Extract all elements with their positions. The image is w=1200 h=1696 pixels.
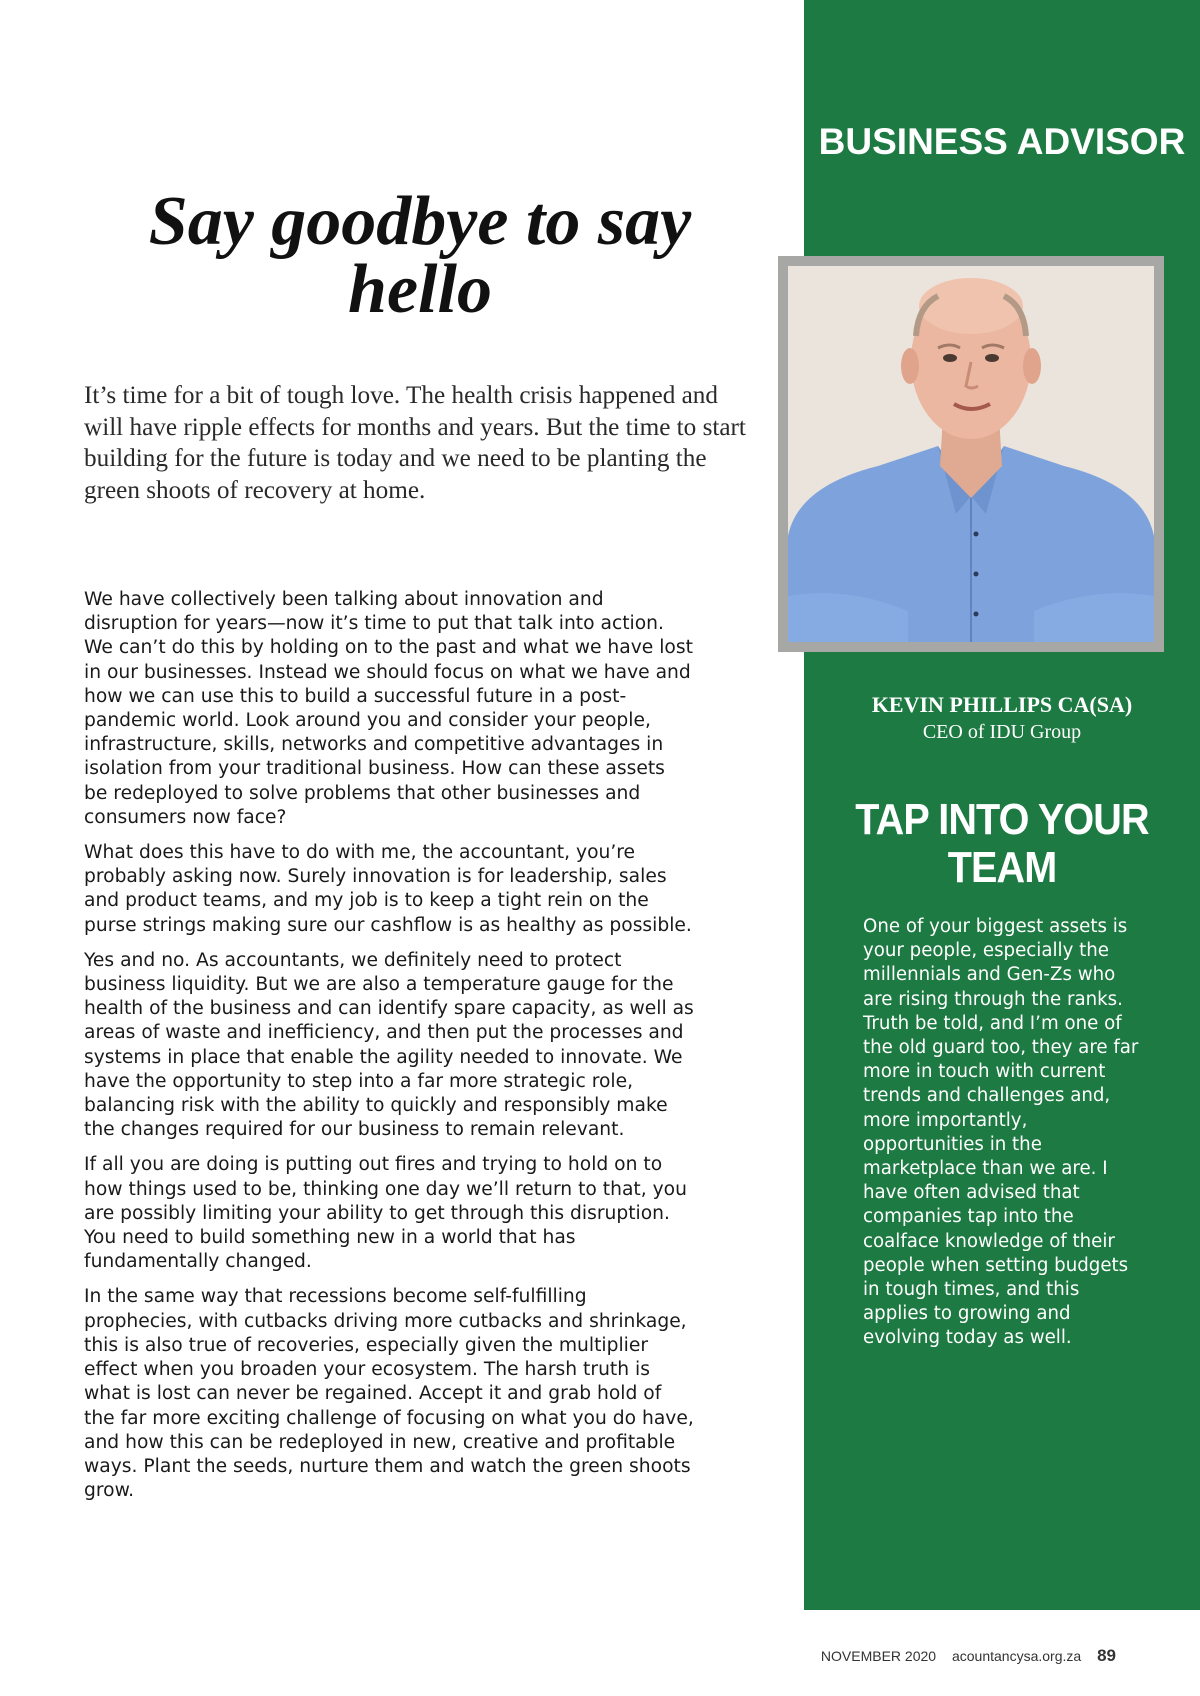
article-paragraph: Yes and no. As accountants, we definitely need to protect business liquidity. But we are also a temperature gauge for the health of the business and can identify spare capacity, as well as areas of waste and inefficiency, and then put the processes and systems in place that enable the agility needed to innovate. We have the opportunity to step into a far more strategic role, balancing risk with the ability to quickly and responsibly make the changes required for our business to remain relevant. [84,949,694,1141]
article-title: Say goodbye to say hello [148,183,692,328]
issue-date: NOVEMBER 2020 [820,1648,937,1664]
article-body [84,588,694,1514]
article-intro: It’s time for a bit of tough love. The health crisis happened and will have ripple effects for months and years. But the time to start building for the future is today and we need to be planting the green shoots of recovery at home. [84,382,746,504]
sidebar-heading: TAP INTO YOUR TEAM [855,795,1149,892]
article-paragraph: In the same way that recessions become self-fulfilling prophecies, with cutbacks driving more cutbacks and shrinkage, this is also true of recoveries, especially given the multiplier effect when you broaden your ecosystem. The harsh truth is what is lost can never be regained. Accept it and grab hold of the far more exciting challenge of focusing on what you do have, and how this can be redeployed in new, creative and profitable ways. Plant the seeds, nurture them and watch the green shoots grow. [84,1286,694,1502]
author-role: CEO of IDU Group [922,721,1082,743]
author-photo [788,266,1154,642]
article-paragraph: What does this have to do with me, the accountant, you’re probably asking now. Surely innovation is for leadership, sales and product teams, and my job is to keep a tight rein on the purse strings making sure our cashflow is as healthy as possible. [84,842,692,936]
article-paragraph: We have collectively been talking about innovation and disruption for years—now it’s time to put that talk into action. We can’t do this by holding on to the past and what we have lost in our businesses. Instead we should focus on what we have and how we can use this to build a successful future in a post-pandemic world. Look around you and consider your people, infrastructure, skills, networks and competitive advantages in isolation from your traditional business. How can these assets be redeployed to solve problems that other businesses and consumers now face? [84,589,693,828]
section-label: BUSINESS ADVISOR [818,121,1186,162]
website-link[interactable]: acountancysa.org.za [951,1648,1082,1664]
page-footer [809,1646,1116,1666]
author-photo-frame [778,256,1164,652]
sidebar-body-text: One of your biggest assets is your people, especially the millennials and Gen-Zs who are rising through the ranks. Truth be told, and I’m one of the old guard too, they are far more in touch with current trends and challenges and, more importantly, opportunities in the marketplace than we are. I have often advised that companies tap into the coalface knowledge of their people when setting budgets in tough times, and this applies to growing and evolving today as well. [863,916,1139,1349]
author-name: KEVIN PHILLIPS CA(SA) [871,692,1133,717]
author-portrait-illustration [788,266,1154,642]
article-paragraph: If all you are doing is putting out fires and trying to hold on to how things used to be, thinking one day we’ll return to that, you are possibly limiting your ability to get through this disruption. You need to build something new in a world that has fundamentally changed. [84,1154,687,1273]
page-number: 89 [1097,1646,1116,1665]
